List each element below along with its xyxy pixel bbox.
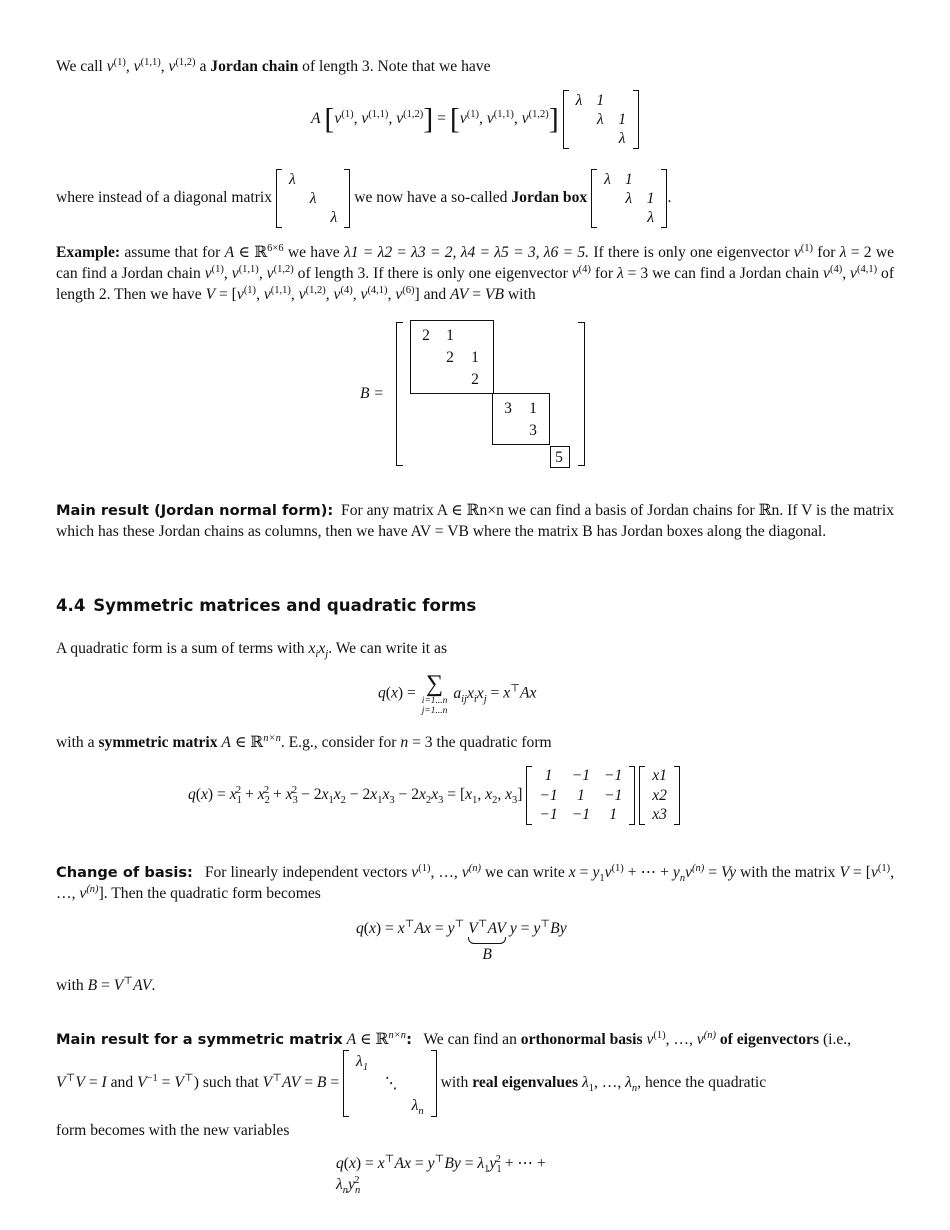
main-result-label: Main result (Jordan normal form):	[56, 502, 334, 519]
main-result-jordan	[56, 500, 894, 542]
term-orthonormal-basis: orthonormal basis	[520, 1031, 643, 1048]
main-result-text: For any matrix A ∈ ℝn×n we can find a basis of Jordan chains for ℝn. If V is the matrix which has these Jordan chains as columns, then we have AV = VB where the matrix B has Jordan boxes along the diagonal.	[56, 502, 894, 540]
jordan-matrix: λ 1 λ 1 λ	[563, 90, 639, 149]
section-heading	[56, 595, 894, 617]
equation-quadratic-expansion: $q(x) = x_1^2 + x_2^2 + x_3^2 - 2x_1x_2 - 2x_1x_3 - 2x_2x_3 = [x_1$, $x_2$, $x_3$] 1 −1 −1 −1 1 −1 −1 −1 1 x1 x2 x3	[56, 762, 894, 830]
b-definition: with B = V⊤AV.	[56, 975, 156, 994]
new-variables-text: form becomes with the new variables	[56, 1122, 290, 1139]
quadratic-intro: A quadratic form is a sum of terms with $x_ix_j$. We can write it as	[56, 640, 448, 661]
equation-jordan-chain: A [$v^{(1)}$, $v^{(1,1)}$, $v^{(1,2)}] = [v^{(1)}$, $v^{(1,1)}$, $v^{(1,2)}$] λ 1 λ 1 λ	[56, 90, 894, 154]
paragraph-jordan-chain: We call $v^{(1)}$, $v^{(1,1)}$, $v^{(1,2)}$ a Jordan chain of length 3. Note that we have	[56, 56, 491, 75]
change-of-basis-paragraph: Change of basis: For linearly independent vectors $v^{(1)}$, …, $v^{(n)}$ we can write $x = y_1v^{(1)}$ + ⋯ + $y_nv^{(n)} = Vy$ with the matrix $V = [v^{(1)}$, …, $v^{(n)}$]. Then the quadratic form becomes	[56, 862, 895, 902]
term-eigenvectors: of eigenvectors	[719, 1031, 820, 1048]
change-of-basis-label: Change of basis:	[56, 864, 193, 881]
jordan-box-matrix: λ 1 λ 1 λ	[591, 169, 667, 228]
text: of length 3. Note that we have	[302, 58, 491, 75]
example-paragraph: Example: assume that for A ∈ ℝ$^{6\times 6}$ we have λ1 = λ2 = λ3 = 2, λ4 = λ5 = 3, λ6 = 5. If there is only one eigenvector $v^{(1)}$ for λ = 2 we can find a Jordan chain $v^{(1)}$, $v^{(1,1)}$, $v^{(1,2)}$ of length 3. If there is only one eigenvector $v^{(4)}$ for λ = 3 we can find a Jordan chain $v^{(4)}$, $v^{(4,1)}$ of length 2. Then we have $V = [v^{(1)}$, $v^{(1,1)}$, $v^{(1,2)}$, $v^{(4)}$, $v^{(4,1)}$, $v^{(6)}$] and AV = VB with	[56, 242, 895, 304]
text: we now have a so-called	[354, 189, 508, 206]
matrix-lhs: B =	[360, 385, 384, 402]
underbrace: V⊤AV B	[468, 918, 506, 963]
main-result-symmetric-label: Main result for a symmetric matrix	[56, 1031, 343, 1048]
example-label: Example:	[56, 244, 121, 261]
variable-vector: x1 x2 x3	[639, 766, 680, 825]
text: We call	[56, 58, 103, 75]
block-diagonal-matrix: B = 2 1 2 1 2 3 1 3 5	[356, 320, 596, 470]
term-symmetric-matrix: symmetric matrix	[98, 734, 218, 751]
section-title: Symmetric matrices and quadratic forms	[93, 596, 477, 615]
equation-change-of-basis: q(x) = x⊤Ax = y⊤ V⊤AV B y = y⊤By	[356, 918, 567, 963]
text: a	[199, 58, 207, 75]
text: where instead of a diagonal matrix	[56, 189, 273, 206]
eigenvalue-list: λ1 = λ2 = λ3 = 2, λ4 = λ5 = 3, λ6 = 5.	[344, 244, 590, 261]
diagonal-matrix: λ λ λ	[276, 169, 350, 228]
symmetric-matrix-paragraph: with a symmetric matrix A ∈ ℝ$^{n\times n}$. E.g., consider for n = 3 the quadratic form	[56, 732, 552, 751]
equation-quadratic-sum: q(x) = ∑ i=1...n j=1...n $a_{ij}x_ix_j = x^⊤Ax$	[378, 671, 537, 716]
section-number: 4.4	[56, 596, 86, 615]
coefficient-matrix: 1 −1 −1 −1 1 −1 −1 −1 1	[526, 766, 635, 825]
paragraph-jordan-box: where instead of a diagonal matrix λ λ λ we now have a so-called Jordan box λ 1 λ 1 λ .	[56, 170, 672, 227]
eigenvalue-diagonal-matrix: $\lambda_1$ ⋱ $\lambda_n$	[343, 1050, 437, 1117]
main-result-symmetric: Main result for a symmetric matrix A ∈ ℝ$^{n\times n}$: We can find an orthonormal basis $v^{(1)}$, …, $v^{(n)}$ of eigenvectors (i.e.,	[56, 1029, 852, 1048]
orthogonal-relation: V⊤V = I and $V^{-1} = V^⊤$) such that V⊤AV = B = $\lambda_1$ ⋱ $\lambda_n$ with real eigenvalues $\lambda_1$, …, $\lambda_n$, hence the quadratic	[56, 1047, 894, 1119]
term-real-eigenvalues: real eigenvalues	[472, 1074, 579, 1091]
term-jordan-chain: Jordan chain	[210, 58, 299, 75]
term-jordan-box: Jordan box	[511, 189, 588, 206]
